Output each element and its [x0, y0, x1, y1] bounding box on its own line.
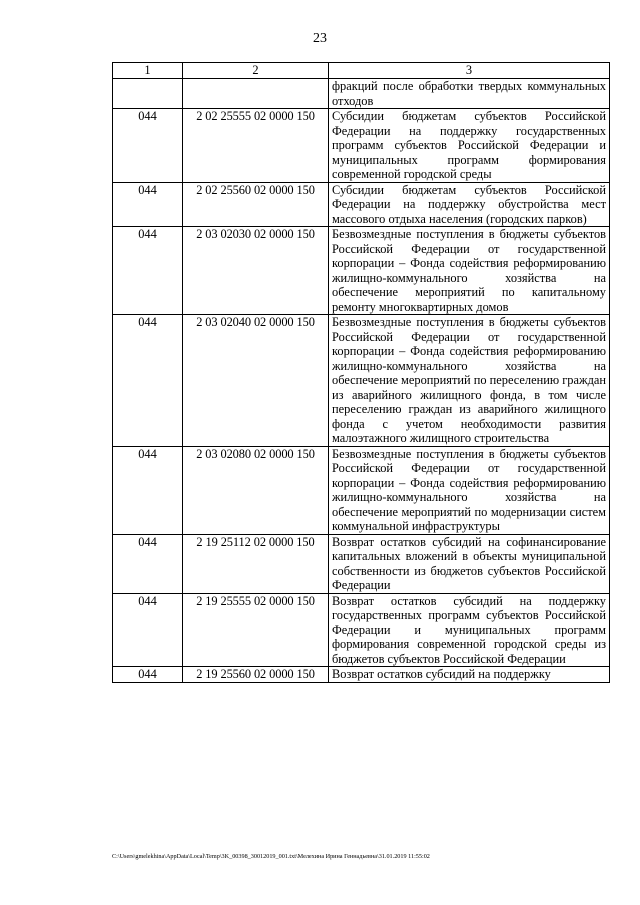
- column-header-2: 2: [183, 63, 329, 79]
- description-cell: Безвозмездные поступления в бюджеты субъектов Российской Федерации от государственной корпорации – Фонда содействия реформированию жилищно-коммунального хозяйства на обеспечение мероприятий по модернизации систем коммунальной инфраструктуры: [329, 446, 610, 534]
- table-row: [113, 109, 610, 183]
- table-row: [113, 593, 610, 667]
- table-row: [113, 182, 610, 227]
- admin-code-cell: 044: [113, 182, 183, 227]
- revenue-code-cell: [183, 79, 329, 109]
- table-header-row: [113, 63, 610, 79]
- description-cell: Безвозмездные поступления в бюджеты субъектов Российской Федерации от государственной корпорации – Фонда содействия реформированию жилищно-коммунального хозяйства на обеспечение мероприятий по капитальному ремонту многоквартирных домов: [329, 227, 610, 315]
- description-cell: Возврат остатков субсидий на поддержку государственных программ субъектов Российской Федерации и муниципальных программ формирования современной городской среды из бюджетов субъектов Российской Федерации: [329, 593, 610, 667]
- table-row: [113, 315, 610, 447]
- revenue-code-cell: 2 03 02080 02 0000 150: [183, 446, 329, 534]
- admin-code-cell: 044: [113, 534, 183, 593]
- column-header-1: 1: [113, 63, 183, 79]
- admin-code-cell: 044: [113, 109, 183, 183]
- revenue-code-cell: 2 03 02040 02 0000 150: [183, 315, 329, 447]
- admin-code-cell: 044: [113, 446, 183, 534]
- description-cell: Безвозмездные поступления в бюджеты субъектов Российской Федерации от государственной корпорации – Фонда содействия реформированию жилищно-коммунального хозяйства на обеспечение мероприятий по переселению граждан из аварийного жилищного фонда, в том числе переселению граждан из аварийного жилищного фонда с учетом необходимости развития малоэтажного жилищного строительства: [329, 315, 610, 447]
- admin-code-cell: [113, 79, 183, 109]
- page-number: 23: [313, 31, 327, 46]
- description-cell: Возврат остатков субсидий на софинансирование капитальных вложений в объекты муниципальной собственности из бюджетов субъектов Российской Федерации: [329, 534, 610, 593]
- table-row: [113, 667, 610, 683]
- table-row: [113, 79, 610, 109]
- revenue-code-cell: 2 03 02030 02 0000 150: [183, 227, 329, 315]
- budget-codes-table: [112, 62, 610, 683]
- revenue-code-cell: 2 19 25560 02 0000 150: [183, 667, 329, 683]
- file-path-footer: C:\Users\gmelekhina\AppData\Local\Temp\3K_00398_30012019_001.txt\Мелехина Ирина Геннадьевна\31.01.2019 11:55:02: [112, 853, 430, 860]
- description-cell: Субсидии бюджетам субъектов Российской Федерации на поддержку обустройства мест массового отдыха населения (городских парков): [329, 182, 610, 227]
- revenue-code-cell: 2 19 25555 02 0000 150: [183, 593, 329, 667]
- admin-code-cell: 044: [113, 593, 183, 667]
- table-row: [113, 534, 610, 593]
- revenue-code-cell: 2 19 25112 02 0000 150: [183, 534, 329, 593]
- revenue-code-cell: 2 02 25555 02 0000 150: [183, 109, 329, 183]
- admin-code-cell: 044: [113, 227, 183, 315]
- table-row: [113, 446, 610, 534]
- column-header-3: 3: [329, 63, 610, 79]
- admin-code-cell: 044: [113, 315, 183, 447]
- description-cell: Субсидии бюджетам субъектов Российской Федерации на поддержку государственных программ субъектов Российской Федерации и муниципальных программ формирования современной городской среды: [329, 109, 610, 183]
- admin-code-cell: 044: [113, 667, 183, 683]
- description-cell: фракций после обработки твердых коммунальных отходов: [329, 79, 610, 109]
- description-cell: Возврат остатков субсидий на поддержку: [329, 667, 610, 683]
- table-row: [113, 227, 610, 315]
- revenue-code-cell: 2 02 25560 02 0000 150: [183, 182, 329, 227]
